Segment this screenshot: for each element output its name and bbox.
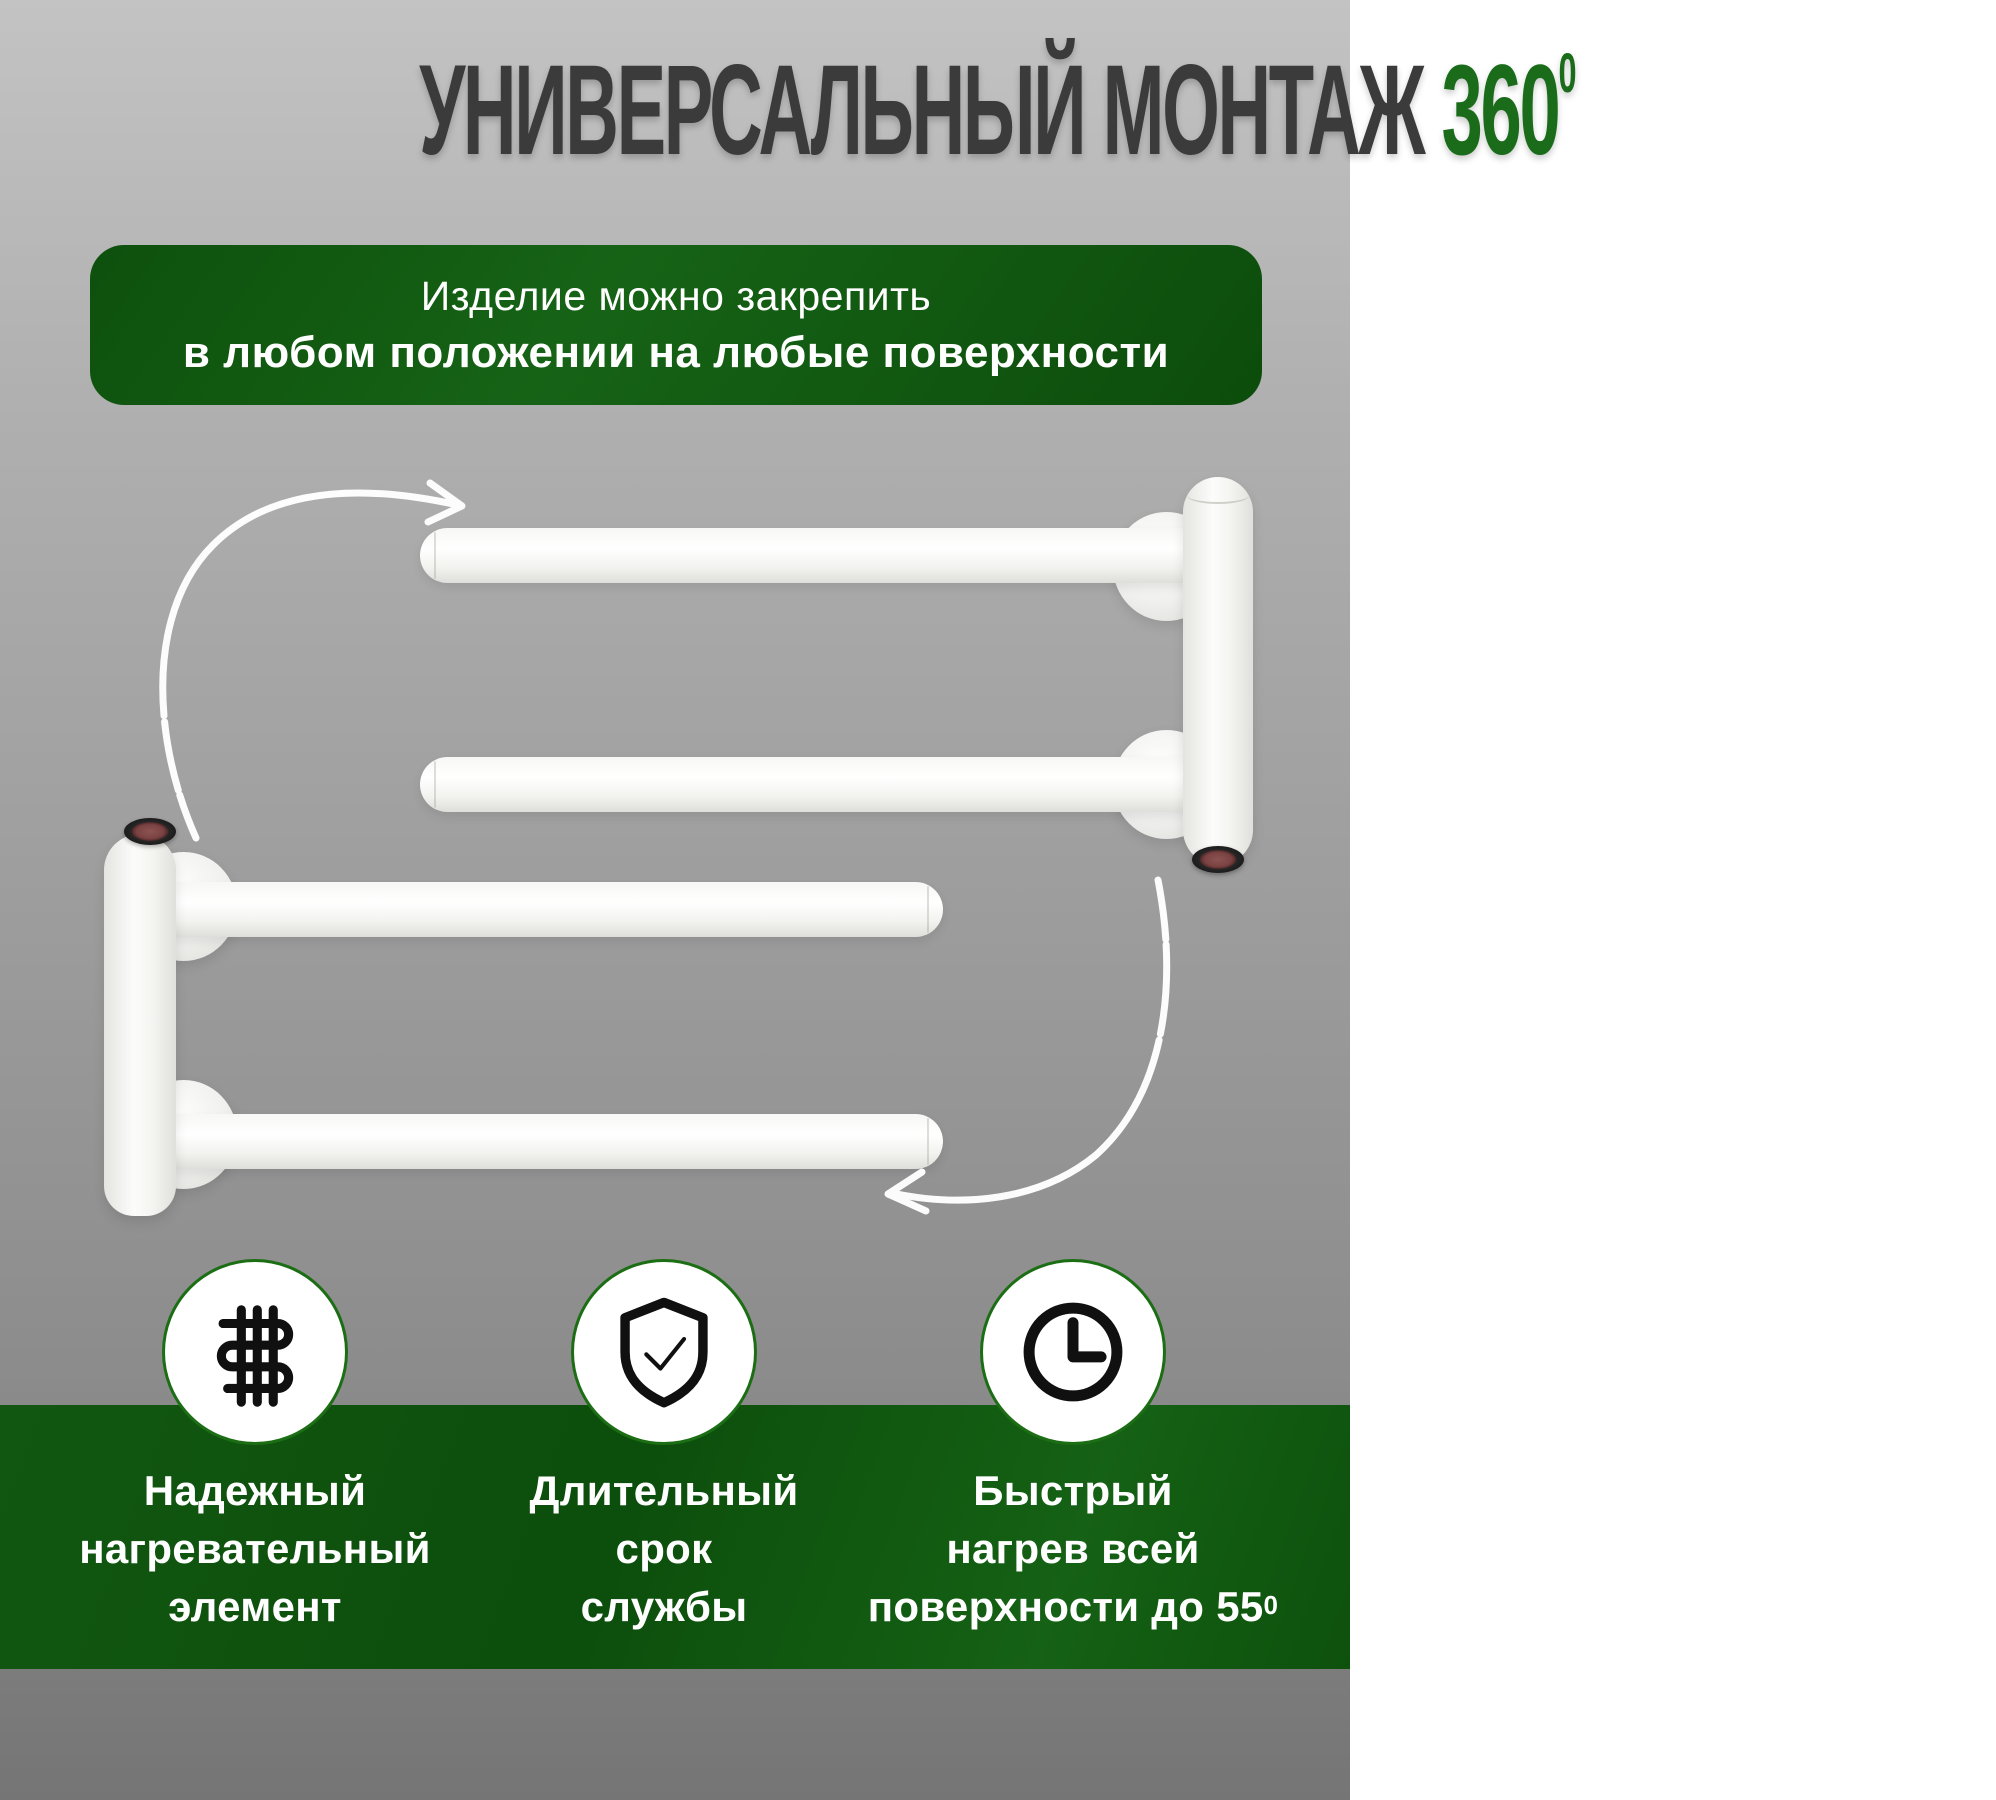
feature-line: срок — [615, 1525, 713, 1572]
rotate-arrow-left — [163, 493, 458, 838]
feature-line: нагрев всей — [946, 1525, 1200, 1572]
feature-line: поверхности до $55^0$ — [867, 1583, 1279, 1630]
rotate-arrow-right-head — [888, 1172, 926, 1211]
feature-line: службы — [580, 1583, 748, 1630]
title-360-value: 360 — [1441, 39, 1559, 182]
feature-line: элемент — [168, 1583, 342, 1630]
feature-line: Надежный — [143, 1467, 367, 1514]
title-degree-superscript: 0 — [1558, 41, 1577, 104]
title-text: УНИВЕРСАЛЬНЫЙ МОНТАЖ — [419, 39, 1424, 182]
banner-line-2: в любом положении на любые поверхности — [182, 327, 1170, 377]
feature-line: Быстрый — [973, 1467, 1173, 1514]
banner-line-1: Изделие можно закрепить — [420, 272, 932, 319]
feature-line: нагревательный — [79, 1525, 431, 1572]
rotate-arrow-right — [892, 880, 1167, 1200]
temperature-degree-superscript: 0 — [1263, 1590, 1279, 1620]
feature-line: Длительный — [529, 1467, 799, 1514]
